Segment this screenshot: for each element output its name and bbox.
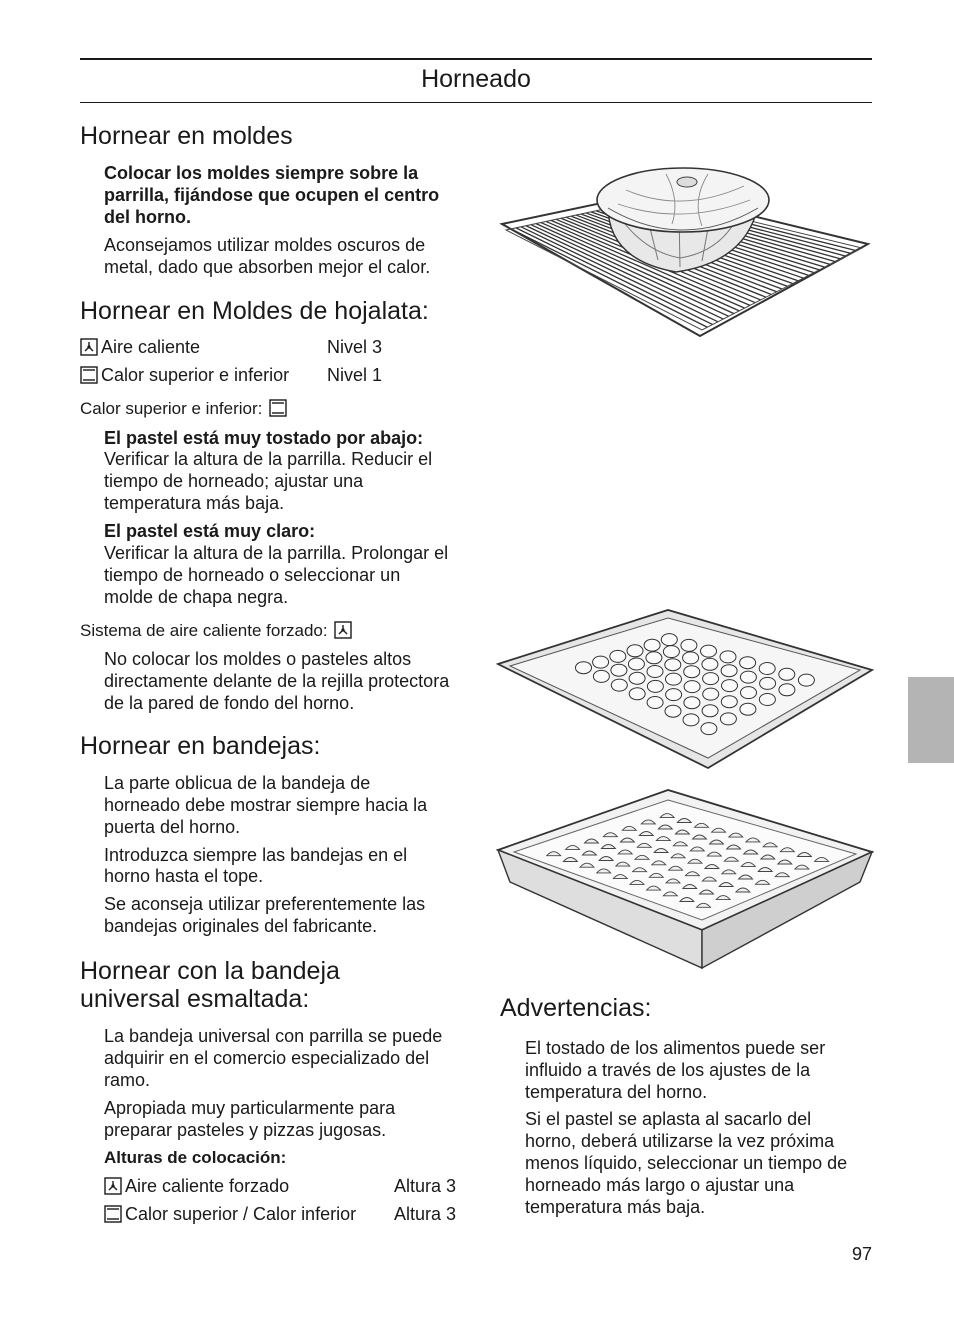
moldes-bold-line-3: del horno.	[104, 207, 191, 227]
hojalata-row-1-value: Nivel 3	[327, 337, 383, 357]
advertencias-b-line-3: menos líquido, seleccionar un tiempo de	[525, 1153, 848, 1173]
hojalata-row-2	[80, 364, 289, 386]
tip-1-line-2: tiempo de horneado; ajustar una	[104, 471, 364, 491]
subheading-calor-superior-text: Calor superior e inferior:	[80, 399, 263, 418]
subheading-aire-forzado-text: Sistema de aire caliente forzado:	[80, 621, 328, 640]
baking-tray-with-biscuits-illustration	[496, 608, 874, 770]
page-number: 97	[851, 1244, 872, 1264]
bandejas-c-line-1: Se aconseja utilizar preferentemente las	[104, 894, 426, 914]
universal-a-line-3: ramo.	[104, 1070, 151, 1090]
universal-a-line-1: La bandeja universal con parrilla se puede	[104, 1026, 443, 1046]
tip-1-title: El pastel está muy tostado por abajo:	[104, 428, 424, 448]
subheading-calor-superior	[80, 398, 290, 420]
bandejas-b-line-2: horno hasta el tope.	[104, 866, 264, 886]
advertencias-b-line-5: temperatura más baja.	[525, 1197, 706, 1217]
tip-1-line-3: temperatura más baja.	[104, 493, 285, 513]
header-top-rule	[80, 58, 872, 60]
bandejas-b-line-1: Introduzca siempre las bandejas en el	[104, 845, 408, 865]
hojalata-row-2-value: Nivel 1	[327, 365, 383, 385]
tip-2-line-2: tiempo de horneado o seleccionar un	[104, 565, 401, 585]
alturas-row-1-value: Altura 3	[394, 1176, 457, 1196]
bandejas-a-line-3: puerta del horno.	[104, 817, 241, 837]
hojalata-row-1-label: Aire caliente	[101, 337, 201, 357]
advertencias-a-line-2: influido a través de los ajustes de la	[525, 1060, 811, 1080]
fan-mode-icon	[80, 338, 98, 356]
moldes-text-line-1: Aconsejamos utilizar moldes oscuros de	[104, 235, 426, 255]
section-heading-universal-2: universal esmaltada:	[80, 985, 310, 1013]
advertencias-b-line-2: horno, deberá utilizarse la vez próxima	[525, 1131, 835, 1151]
bandejas-a-line-1: La parte oblicua de la bandeja de	[104, 773, 371, 793]
alturas-row-1-label: Aire caliente forzado	[125, 1176, 290, 1196]
advertencias-a-line-3: temperatura del horno.	[525, 1082, 708, 1102]
alturas-row-2-label: Calor superior / Calor inferior	[125, 1204, 357, 1224]
advertencias-a-line-1: El tostado de los alimentos puede ser	[525, 1038, 826, 1058]
universal-b-line-2: preparar pasteles y pizzas jugosas.	[104, 1120, 387, 1140]
moldes-text-line-2: metal, dado que absorben mejor el calor.	[104, 257, 431, 277]
section-heading-moldes: Hornear en moldes	[80, 122, 293, 150]
moldes-bold-line-2: parrilla, fijándose que ocupen el centro	[104, 185, 440, 205]
alturas-row-2-value: Altura 3	[394, 1204, 457, 1224]
alturas-row-2	[104, 1203, 356, 1225]
alturas-row-1	[104, 1175, 289, 1197]
section-heading-hojalata: Hornear en Moldes de hojalata:	[80, 297, 429, 325]
alturas-heading: Alturas de colocación:	[104, 1148, 287, 1167]
tip-2-title: El pastel está muy claro:	[104, 521, 316, 541]
section-heading-bandejas: Hornear en bandejas:	[80, 732, 321, 760]
advertencias-b-line-1: Si el pastel se aplasta al sacarlo del	[525, 1109, 812, 1129]
section-heading-advertencias: Advertencias:	[500, 994, 652, 1022]
advertencias-b-line-4: horneado más largo o ajustar una	[525, 1175, 795, 1195]
subheading-aire-forzado	[80, 620, 355, 642]
hojalata-row-1	[80, 336, 200, 358]
cake-mould-on-rack-illustration	[496, 160, 874, 342]
top-bottom-heat-icon	[104, 1205, 122, 1223]
universal-pan-illustration	[496, 786, 874, 974]
tip-2-line-3: molde de chapa negra.	[104, 587, 289, 607]
tip-2-line-1: Verificar la altura de la parrilla. Prolongar el	[104, 543, 449, 563]
hojalata-row-2-label: Calor superior e inferior	[101, 365, 290, 385]
page-title: Horneado	[421, 65, 531, 93]
chapter-tab	[908, 677, 954, 763]
tip-1-line-1: Verificar la altura de la parrilla. Reducir el	[104, 449, 433, 469]
moldes-bold-line-1: Colocar los moldes siempre sobre la	[104, 163, 419, 183]
fan-mode-icon	[334, 621, 352, 639]
bandejas-c-line-2: bandejas originales del fabricante.	[104, 916, 378, 936]
header-bottom-rule	[80, 102, 872, 103]
aire-text-line-1: No colocar los moldes o pasteles altos	[104, 649, 412, 669]
universal-a-line-2: adquirir en el comercio especializado del	[104, 1048, 430, 1068]
aire-text-line-2: directamente delante de la rejilla protectora	[104, 671, 450, 691]
section-heading-universal-1: Hornear con la bandeja	[80, 957, 340, 985]
top-bottom-heat-icon	[269, 399, 287, 417]
universal-b-line-1: Apropiada muy particularmente para	[104, 1098, 396, 1118]
top-bottom-heat-icon	[80, 366, 98, 384]
aire-text-line-3: de la pared de fondo del horno.	[104, 693, 355, 713]
bandejas-a-line-2: horneado debe mostrar siempre hacia la	[104, 795, 428, 815]
fan-mode-icon	[104, 1177, 122, 1195]
